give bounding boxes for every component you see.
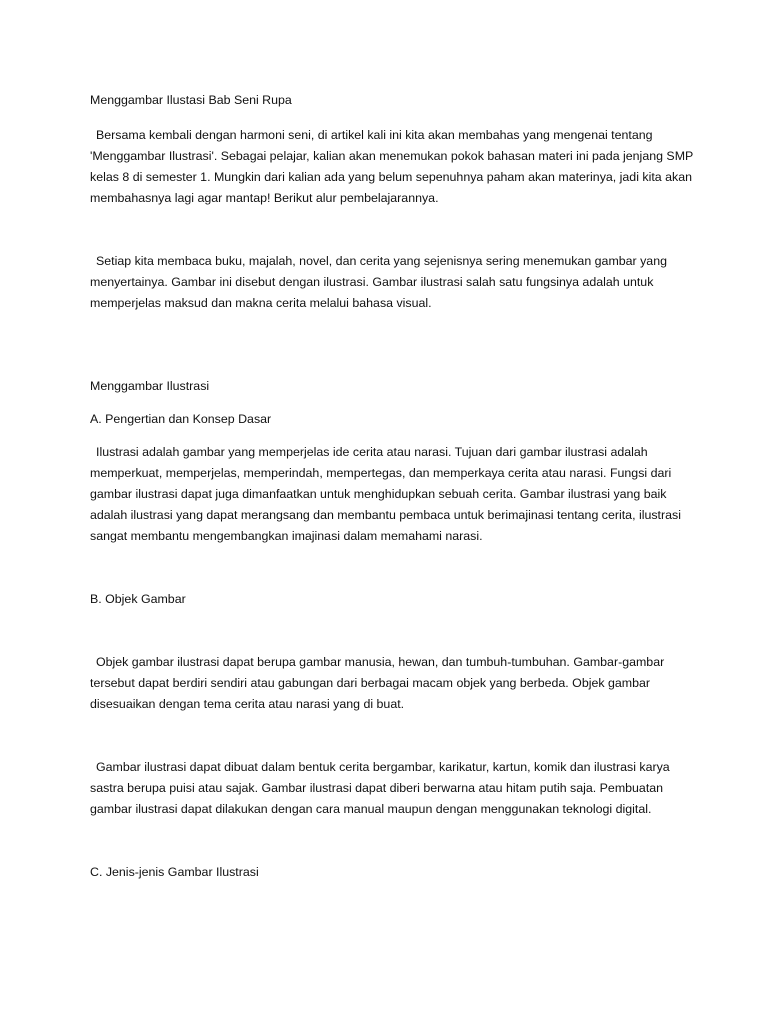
paragraph-a: Ilustrasi adalah gambar yang memperjelas ide cerita atau narasi. Tujuan dari gambar ilustrasi adalah memperkuat, memperjelas, memperindah, mempertegas, dan memperkaya cerita atau narasi. Fungsi dari gambar ilustrasi dapat juga dimanfaatkan untuk menghidupkan sebuah cerita. Gambar ilustrasi yang baik adalah ilustrasi yang dapat merangsang dan membantu pembaca untuk berimajinasi tentang cerita, ilustrasi sangat membantu mengembangkan imajinasi dalam memahami narasi.: [90, 445, 681, 543]
heading-c: C. Jenis-jenis Gambar Ilustrasi: [90, 865, 259, 879]
intro-paragraph: Bersama kembali dengan harmoni seni, di artikel kali ini kita akan membahas yang mengenai tentang 'Menggambar Ilustrasi'. Sebagai pelajar, kalian akan menemukan pokok bahasan materi ini pada jenjang SMP kelas 8 di semester 1. Mungkin dari kalian ada yang belum sepenuhnya paham akan materinya, jadi kita akan membahasnya lagi agar mantap! Berikut alur pembelajarannya.: [90, 128, 694, 205]
paragraph-b1: Objek gambar ilustrasi dapat berupa gambar manusia, hewan, dan tumbuh-tumbuhan. Gambar-gambar tersebut dapat berdiri sendiri atau gabungan dari berbagai macam objek yang berbeda. Objek gambar disesuaikan dengan tema cerita atau narasi yang di buat.: [90, 655, 665, 711]
heading-a: A. Pengertian dan Konsep Dasar: [90, 412, 272, 426]
paragraph-ilustrasi-intro: Setiap kita membaca buku, majalah, novel, dan cerita yang sejenisnya sering menemukan gambar yang menyertainya. Gambar ini disebut dengan ilustrasi. Gambar ilustrasi salah satu fungsinya adalah untuk memperjelas maksud dan makna cerita melalui bahasa visual.: [90, 254, 667, 310]
section-title: Menggambar Ilustrasi: [90, 379, 210, 393]
document-title: Menggambar Ilustasi Bab Seni Rupa: [90, 93, 292, 107]
paragraph-b2: Gambar ilustrasi dapat dibuat dalam bentuk cerita bergambar, karikatur, kartun, komik dan ilustrasi karya sastra berupa puisi atau sajak. Gambar ilustrasi dapat diberi berwarna atau hitam putih saja. Pembuatan gambar ilustrasi dapat dilakukan dengan cara manual maupun dengan menggunakan teknologi digital.: [90, 760, 670, 816]
heading-b: B. Objek Gambar: [90, 592, 186, 606]
